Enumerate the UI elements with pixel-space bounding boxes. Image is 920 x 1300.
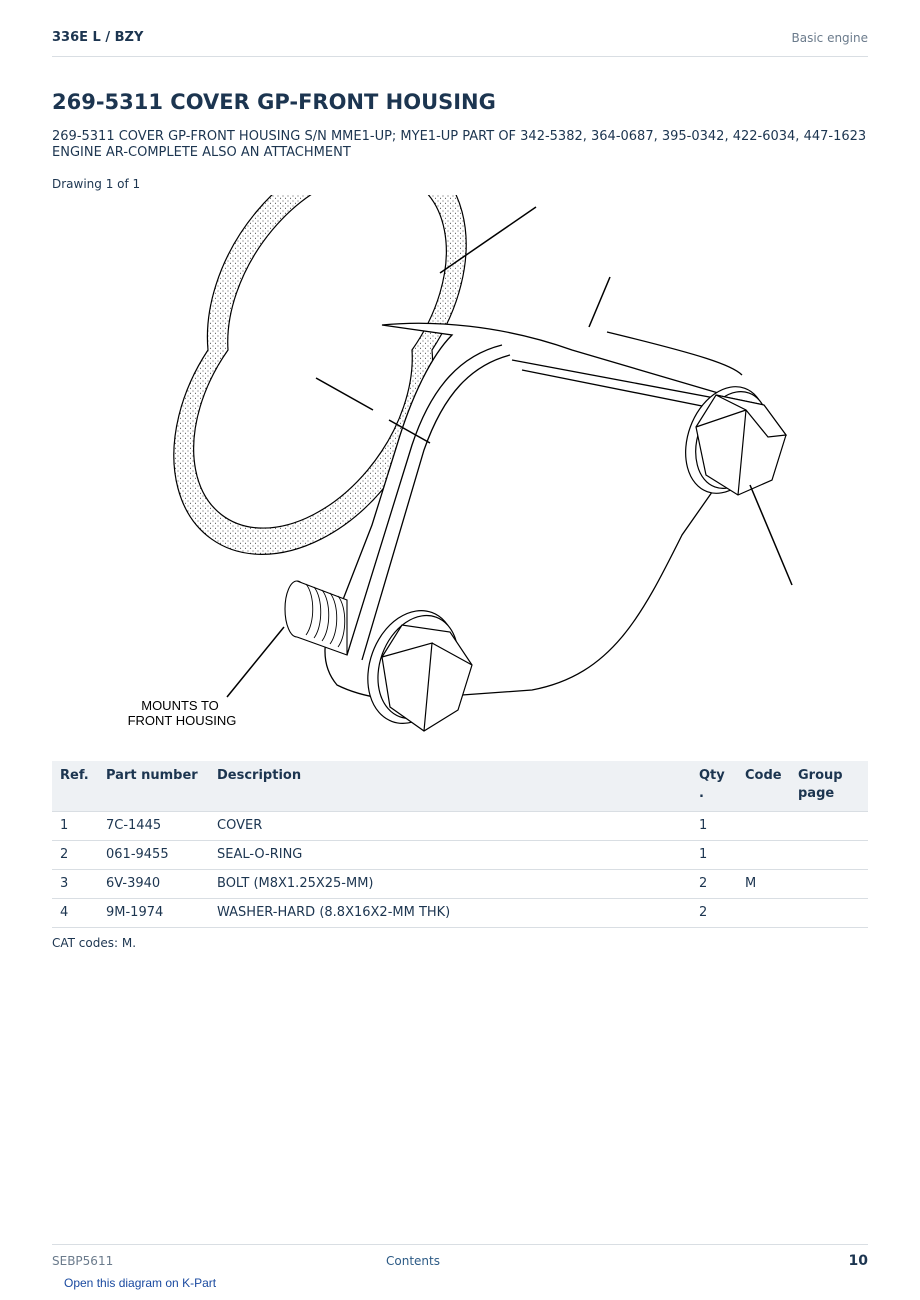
col-description: Description bbox=[209, 761, 691, 812]
table-row bbox=[52, 870, 868, 899]
cell-description: WASHER-HARD (8.8X16X2-MM THK) bbox=[209, 899, 691, 928]
cell-qty: 1 bbox=[691, 812, 737, 841]
cell-code bbox=[737, 841, 790, 870]
mounts-label-line2: FRONT HOUSING bbox=[127, 713, 237, 728]
cell-part-number: 061-9455 bbox=[98, 841, 209, 870]
parts-table bbox=[52, 761, 868, 928]
cell-group-page bbox=[790, 812, 868, 841]
kpart-link[interactable]: Open this diagram on K-Part bbox=[64, 1276, 217, 1290]
cell-part-number: 7C-1445 bbox=[98, 812, 209, 841]
cell-code bbox=[737, 812, 790, 841]
cell-code: M bbox=[737, 870, 790, 899]
col-qty: Qty . bbox=[691, 761, 737, 812]
cell-ref: 2 bbox=[52, 841, 98, 870]
cell-description: BOLT (M8X1.25X25-MM) bbox=[209, 870, 691, 899]
cell-group-page bbox=[790, 841, 868, 870]
cell-ref: 1 bbox=[52, 812, 98, 841]
page-footer bbox=[52, 1244, 868, 1275]
table-row bbox=[52, 899, 868, 928]
table-row bbox=[52, 841, 868, 870]
cell-code bbox=[737, 899, 790, 928]
cell-part-number: 6V-3940 bbox=[98, 870, 209, 899]
table-header-row bbox=[52, 761, 868, 812]
page-number: 10 bbox=[848, 1253, 868, 1269]
cell-part-number: 9M-1974 bbox=[98, 899, 209, 928]
contents-link[interactable]: Contents bbox=[386, 1254, 440, 1268]
cell-ref: 4 bbox=[52, 899, 98, 928]
mounts-label-line1: MOUNTS TO bbox=[141, 698, 219, 713]
col-code: Code bbox=[737, 761, 790, 812]
cell-description: COVER bbox=[209, 812, 691, 841]
page-title: 269-5311 COVER GP-FRONT HOUSING bbox=[52, 90, 496, 114]
col-part-number: Part number bbox=[98, 761, 209, 812]
cell-qty: 2 bbox=[691, 899, 737, 928]
cell-group-page bbox=[790, 899, 868, 928]
cell-ref: 3 bbox=[52, 870, 98, 899]
part-description: 269-5311 COVER GP-FRONT HOUSING S/N MME1-UP; MYE1-UP PART OF 342-5382, 364-0687, 395-0342, 422-6034, 447-1623 ENGINE AR-COMPLETE ALSO AN ATTACHMENT bbox=[52, 129, 867, 160]
cell-group-page bbox=[790, 870, 868, 899]
cell-qty: 1 bbox=[691, 841, 737, 870]
cat-codes-note: CAT codes: M. bbox=[52, 936, 137, 950]
cell-qty: 2 bbox=[691, 870, 737, 899]
section-label: Basic engine bbox=[791, 31, 868, 45]
page-header bbox=[52, 28, 868, 57]
col-ref: Ref. bbox=[52, 761, 98, 812]
col-group-page: Group page bbox=[790, 761, 868, 812]
drawing-count: Drawing 1 of 1 bbox=[52, 177, 141, 191]
mounting-stud bbox=[285, 581, 347, 655]
cell-description: SEAL-O-RING bbox=[209, 841, 691, 870]
table-row bbox=[52, 812, 868, 841]
model-label: 336E L / BZY bbox=[52, 30, 144, 45]
parts-diagram bbox=[52, 195, 868, 750]
document-number: SEBP5611 bbox=[52, 1254, 114, 1268]
